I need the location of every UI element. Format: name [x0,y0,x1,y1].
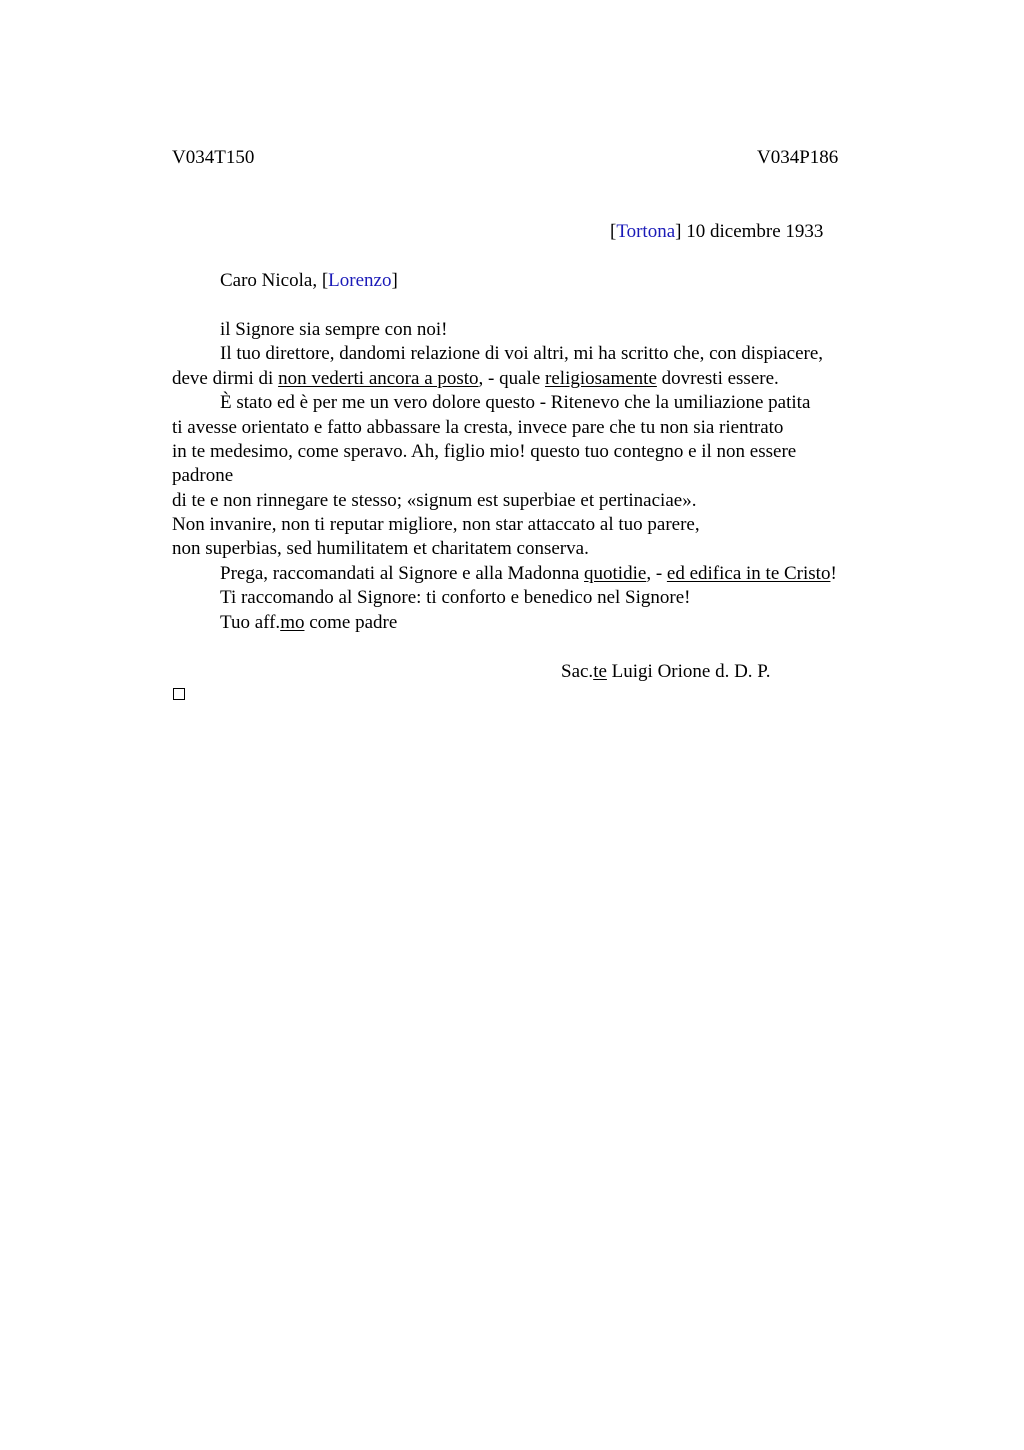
dateline: [Tortona] 10 dicembre 1933 [610,221,824,242]
body-line-1: il Signore sia sempre con noi! [220,319,448,340]
body-line-7: padrone [172,465,234,486]
body-line-6: in te medesimo, come speravo. Ah, figlio mio! questo tuo contegno e il non essere [172,441,797,462]
body-line-11-part-a: Prega, raccomandati al Signore e alla Madonna [220,563,585,584]
closing-part-a: Tuo aff. [220,612,281,633]
body-line-9: Non invanire, non ti reputar migliore, non star attaccato al tuo parere, [172,514,700,535]
body-line-3-underlined-a: non vederti ancora a posto [278,368,479,389]
archive-code-right: V034P186 [757,147,839,168]
body-line-11-part-c: , - [646,563,667,584]
body-line-12: Ti raccomando al Signore: ti conforto e benedico nel Signore! [220,587,691,608]
salutation-bracket-name: Lorenzo [328,270,392,291]
signature-part-a: Sac. [561,661,594,682]
body-line-3-underlined-b: religiosamente [545,368,657,389]
signature-underlined: te [593,661,607,682]
salutation: Caro Nicola, [Lorenzo] [220,270,398,291]
body-line-5: ti avesse orientato e fatto abbassare la cresta, invece pare che tu non sia rientrato [172,417,784,438]
signature [561,660,771,684]
closing-line [220,611,397,635]
signature-name: Luigi Orione d. D. P. [606,661,771,682]
body-line-2: Il tuo direttore, dandomi relazione di voi altri, mi ha scritto che, con dispiacere, [220,343,824,364]
body-line-3-part-e: dovresti essere. [656,368,779,389]
dateline-place: Tortona [616,221,676,242]
body-line-3-part-c: , - quale [478,368,546,389]
body-line-3 [172,367,779,391]
body-line-11-underlined-b: ed edifica in te Cristo [666,563,831,584]
body-line-10: non superbias, sed humilitatem et charitatem conserva. [172,538,589,559]
body-line-11-underlined-a: quotidie [584,563,647,584]
body-line-11 [220,562,837,586]
salutation-text: Caro Nicola, [220,270,322,291]
closing-underlined: mo [280,612,305,633]
closing-part-c: come padre [304,612,398,633]
archive-code-left: V034T150 [172,147,255,168]
body-line-8: di te e non rinnegare te stesso; «signum est superbiae et pertinaciae». [172,490,697,511]
body-line-4: È stato ed è per me un vero dolore questo - Ritenevo che la umiliazione patita [220,392,811,413]
body-line-3-part-a: deve dirmi di [172,368,279,389]
body-line-11-part-e: ! [830,563,837,584]
dateline-date: 10 dicembre 1933 [686,221,824,242]
empty-checkbox-icon [173,688,185,700]
